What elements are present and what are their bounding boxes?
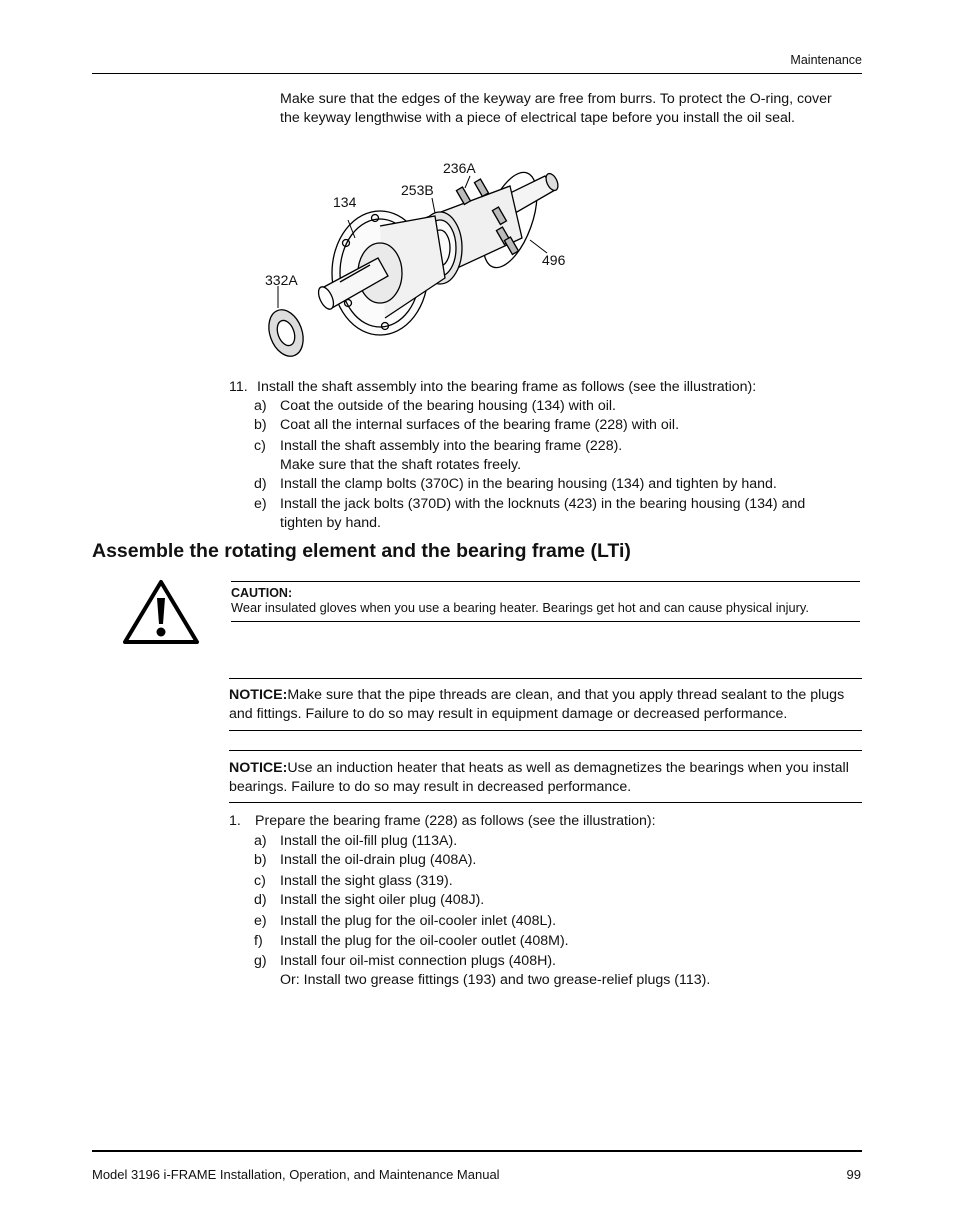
substep-text: Install the oil-drain plug (408A). (280, 852, 477, 868)
substep-letter: c) (254, 438, 266, 454)
step-text: Install the shaft assembly into the bearing frame as follows (see the illustration): (257, 379, 757, 395)
substep-text: Install four oil-mist connection plugs (408H). (280, 953, 556, 969)
label-496: 496 (542, 252, 566, 268)
substep-extra: Or: Install two grease fittings (193) and two grease-relief plugs (113). (280, 972, 711, 988)
substep-text: Install the jack bolts (370D) with the locknuts (423) in the bearing housing (134) and tighten by hand. (280, 496, 806, 531)
notice2-text: Use an induction heater that heats as well as demagnetizes the bearings when you install bearings. Failure to do so may result in decreased performance. (229, 760, 849, 795)
substep-text: Install the clamp bolts (370C) in the bearing housing (134) and tighten by hand. (280, 476, 777, 492)
notice2-top-rule (229, 750, 862, 751)
substep-letter: b) (254, 852, 267, 868)
notice1-bottom-rule (229, 730, 862, 731)
notice2-bottom-rule (229, 802, 862, 803)
substep-letter: f) (254, 933, 263, 949)
substep-letter: e) (254, 496, 267, 512)
substep-text: Install the shaft assembly into the bearing frame (228). (280, 438, 623, 454)
substep-text: Install the plug for the oil-cooler outlet (408M). (280, 933, 569, 949)
substep-extra: Make sure that the shaft rotates freely. (280, 457, 522, 473)
substep-letter: a) (254, 833, 267, 849)
footer-page-number: 99 (846, 1167, 861, 1182)
step-text: Prepare the bearing frame (228) as follows (see the illustration): (255, 813, 656, 829)
notice1-text: Make sure that the pipe threads are clean, and that you apply thread sealant to the plugs and fittings. Failure to do so may result in equipment damage or decreased performance. (229, 687, 845, 722)
caution-label: CAUTION: (231, 586, 293, 600)
substep-letter: d) (254, 892, 267, 908)
caution-text: Wear insulated gloves when you use a bearing heater. Bearings get hot and can cause physical injury. (231, 600, 809, 615)
substep-text: Install the plug for the oil-cooler inlet (408L). (280, 913, 557, 929)
caution-bottom-rule (231, 621, 860, 622)
substep-letter: a) (254, 398, 267, 414)
substep-text: Install the sight glass (319). (280, 873, 453, 889)
label-134: 134 (333, 194, 357, 210)
footer-rule (92, 1150, 862, 1152)
notice1 (229, 686, 861, 723)
label-253b: 253B (401, 182, 434, 198)
substep-letter: b) (254, 417, 267, 433)
label-332a: 332A (265, 272, 298, 288)
intro-paragraph: Make sure that the edges of the keyway are free from burrs. To protect the O-ring, cover the keyway lengthwise with a piece of electrical tape before you install the oil seal. (280, 91, 832, 126)
notice1-top-rule (229, 678, 862, 679)
substep-text: Install the oil-fill plug (113A). (280, 833, 458, 849)
substep-text: Install the sight oiler plug (408J). (280, 892, 485, 908)
caution-top-rule (231, 581, 860, 582)
header-rule (92, 73, 862, 74)
warning-triangle-icon (122, 578, 200, 649)
substep-letter: g) (254, 953, 267, 969)
substep-letter: d) (254, 476, 267, 492)
shaft-assembly-illustration (260, 158, 580, 363)
step-number: 1. (229, 813, 241, 829)
substep-text: Coat all the internal surfaces of the bearing frame (228) with oil. (280, 417, 680, 433)
footer-manual-title: Model 3196 i-FRAME Installation, Operation, and Maintenance Manual (92, 1167, 500, 1182)
substep-letter: c) (254, 873, 266, 889)
step-number: 11. (229, 379, 248, 395)
substep-text: Coat the outside of the bearing housing (134) with oil. (280, 398, 616, 414)
substep-letter: e) (254, 913, 267, 929)
notice1-label: NOTICE: (229, 687, 288, 703)
notice2-label: NOTICE: (229, 760, 288, 776)
notice2 (229, 759, 861, 796)
label-236a: 236A (443, 160, 476, 176)
section-title: Assemble the rotating element and the bearing frame (LTi) (92, 540, 631, 562)
running-header: Maintenance (790, 53, 862, 67)
